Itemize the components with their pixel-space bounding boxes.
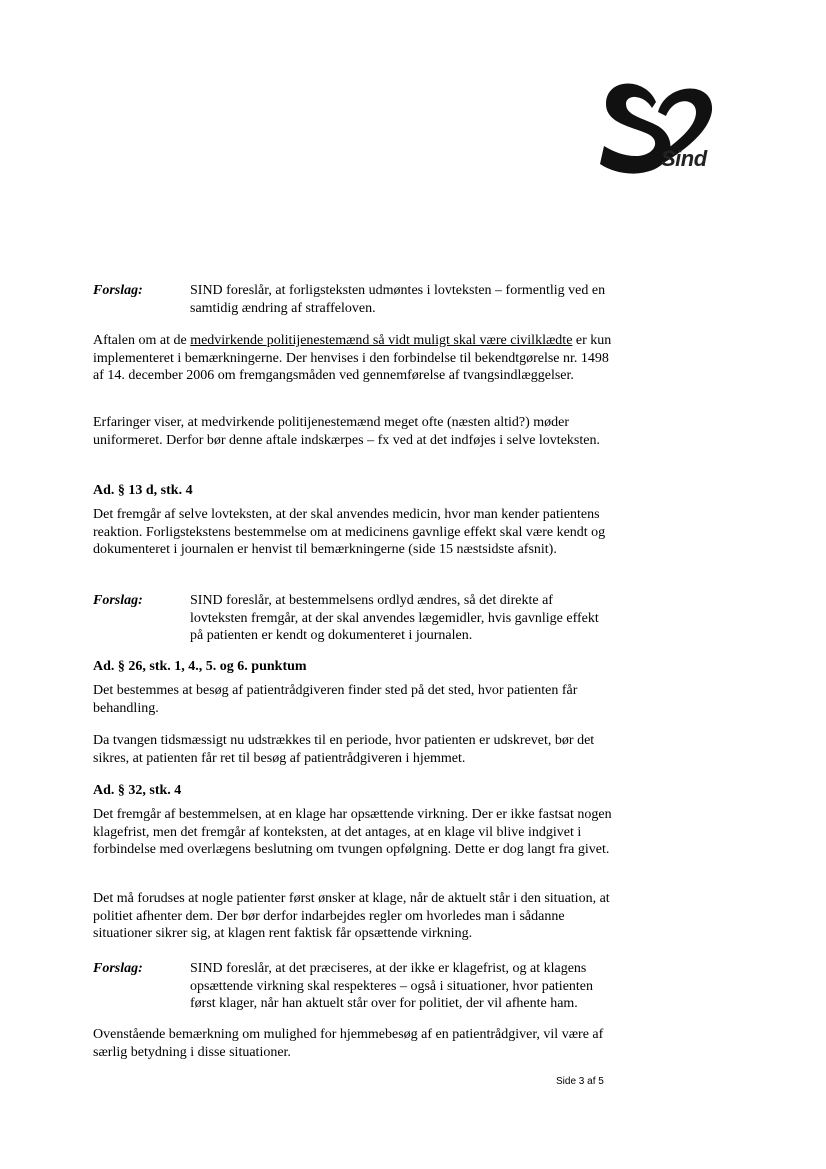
paragraph-3: [93, 506, 617, 559]
p1-underline: medvirkende politijenestemænd så vidt muligt skal være civilklædte: [190, 333, 573, 348]
forslag-2: [93, 592, 613, 645]
paragraph-4: [93, 682, 617, 717]
heading-13d: Ad. § 13 d, stk. 4: [93, 483, 193, 498]
page-number: Side 3 af 5: [556, 1076, 604, 1087]
heading-32: Ad. § 32, stk. 4: [93, 783, 182, 798]
logo-text: Sind: [661, 146, 707, 171]
forslag-text: SIND foreslår, at bestemmelsens ordlyd ændres, så det direkte af lovteksten fremgår, at der skal anvendes lægemidler, hvis gavnlige effekt på patienten er kendt og dokumenteret i journalen.: [190, 593, 599, 644]
forslag-text: SIND foreslår, at det præciseres, at der ikke er klagefrist, og at klagens opsættende virkning skal respekteres – også i situationer, hvor patienten først klager, når han aktuelt står over for politiet, der vil afhente ham.: [190, 961, 594, 1012]
paragraph-1: [93, 332, 617, 385]
p1-pre: Aftalen om at de: [93, 333, 191, 348]
paragraph-8: [93, 1026, 617, 1061]
p1-post: er kun implementeret i bemærkningerne. Der henvises i den forbindelse til bekendtgørelse nr. 1498 af 14. december 2006 om fremgangsmåden ved gennemførelse af tvangsindlæggelser.: [93, 333, 612, 384]
p7-text: Det må forudses at nogle patienter først ønsker at klage, når de aktuelt står i den situation, at politiet afhenter dem. Der bør derfor indarbejdes regler om hvorledes man i sådanne situationer sikrer sig, at klagen rent faktisk får opsættende virkning.: [93, 891, 610, 942]
forslag-3: [93, 960, 613, 1013]
p8-text: Ovenstående bemærkning om mulighed for hjemmebesøg af en patientrådgiver, vil være af særlig betydning i disse situationer.: [93, 1027, 604, 1060]
p6-text: Det fremgår af bestemmelsen, at en klage har opsættende virkning. Der er ikke fastsat nogen klagefrist, men det fremgår af konteksten, at det antages, at en klage vil blive indgivet i forbindelse med overlægens beslutning om tvungen opfølgning. Dette er dog langt fra givet.: [93, 807, 612, 858]
forslag-label: Forslag:: [93, 961, 143, 976]
paragraph-6: [93, 806, 617, 859]
p2-text: Erfaringer viser, at medvirkende politijenestemænd meget ofte (næsten altid?) møder uniformeret. Derfor bør denne aftale indskærpes – fx ved at det indføjes i selve lovteksten.: [93, 415, 600, 448]
paragraph-5: [93, 732, 617, 767]
paragraph-7: [93, 890, 617, 943]
forslag-text: SIND foreslår, at forligsteksten udmøntes i lovteksten – formentlig ved en samtidig ændring af straffeloven.: [190, 283, 606, 316]
forslag-label: Forslag:: [93, 283, 143, 298]
p3-text: Det fremgår af selve lovteksten, at der skal anvendes medicin, hvor man kender patientens reaktion. Forligstekstens bestemmelse om at medicinens gavnlige effekt skal være kendt og dokumenteret i journalen er henvist til bemærkningerne (side 15 næstsidste afsnit).: [93, 507, 606, 558]
p5-text: Da tvangen tidsmæssigt nu udstrækkes til en periode, hvor patienten er udskrevet, bør det sikres, at patienten får ret til besøg af patientrådgiveren i hjemmet.: [93, 733, 595, 766]
forslag-1: [93, 282, 613, 317]
paragraph-2: [93, 414, 617, 449]
heading-26: Ad. § 26, stk. 1, 4., 5. og 6. punktum: [93, 659, 307, 674]
p4-text: Det bestemmes at besøg af patientrådgiveren finder sted på det sted, hvor patienten får behandling.: [93, 683, 578, 716]
forslag-label: Forslag:: [93, 593, 143, 608]
